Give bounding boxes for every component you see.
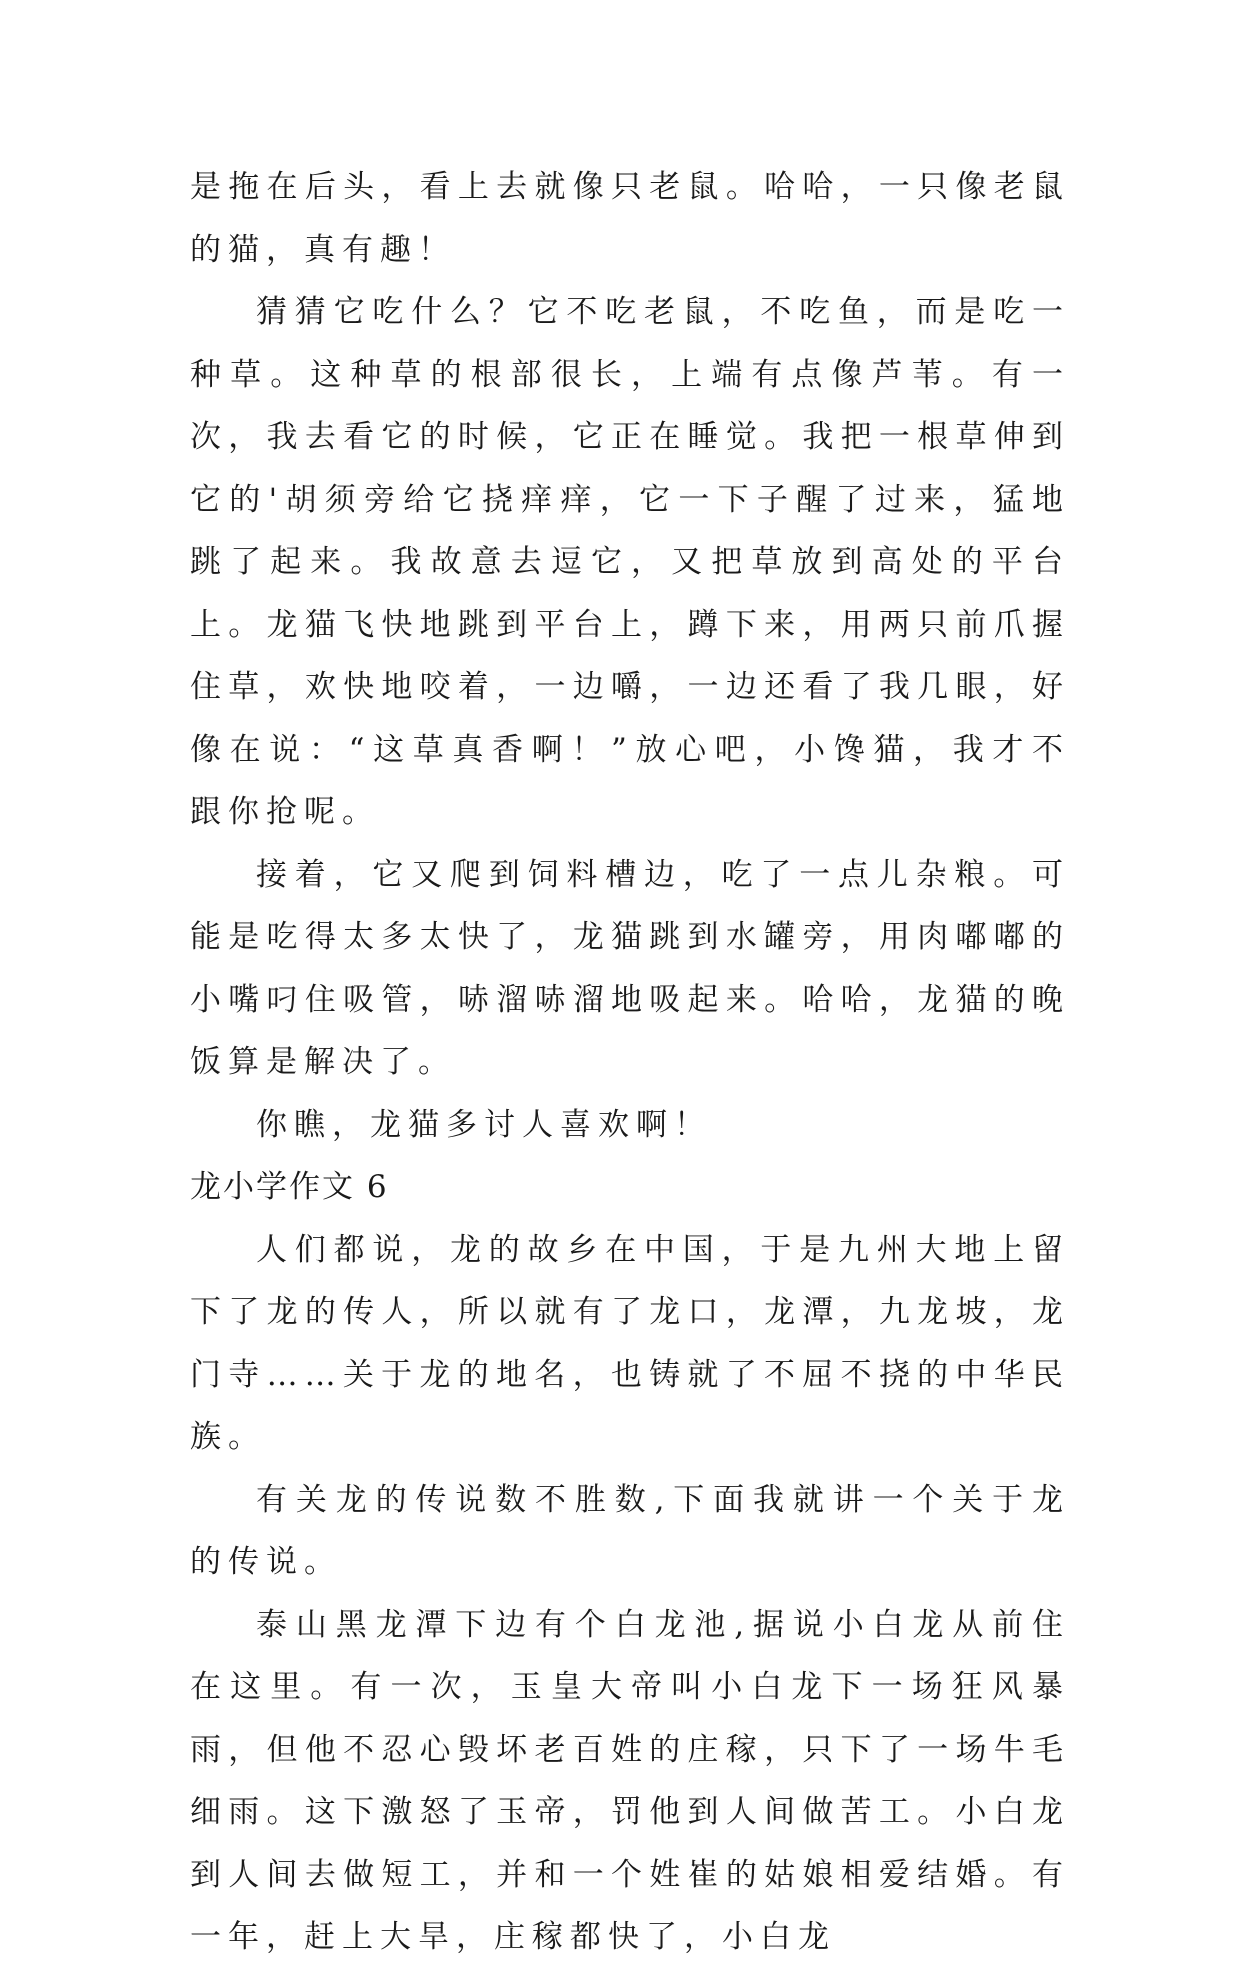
paragraph-3: 接着，它又爬到饲料槽边，吃了一点儿杂粮。可能是吃得太多太快了，龙猫跳到水罐旁，用肉嘟嘟的小嘴叼住吸管，哧溜哧溜地吸起来。哈哈，龙猫的晚饭算是解决了。 xyxy=(190,856,1070,1080)
paragraph-6: 有关龙的传说数不胜数,下面我就讲一个关于龙的传说。 xyxy=(190,1481,1070,1580)
text-column xyxy=(190,156,1070,1969)
paragraph-1: 是拖在后头，看上去就像只老鼠。哈哈，一只像老鼠的猫，真有趣！ xyxy=(190,169,1070,268)
paragraph-5: 人们都说，龙的故乡在中国，于是九州大地上留下了龙的传人，所以就有了龙口，龙潭，九龙坡，龙门寺……关于龙的地名，也铸就了不屈不挠的中华民族。 xyxy=(190,1231,1070,1455)
paragraph-7: 泰山黑龙潭下边有个白龙池,据说小白龙从前住在这里。有一次，玉皇大帝叫小白龙下一场狂风暴雨，但他不忍心毁坏老百姓的庄稼，只下了一场牛毛细雨。这下激怒了玉帝，罚他到人间做苦工。小白龙到人间去做短工，并和一个姓崔的姑娘相爱结婚。有一年，赶上大旱，庄稼都快了，小白龙 xyxy=(190,1606,1070,1955)
paragraph-2: 猜猜它吃什么？它不吃老鼠，不吃鱼，而是吃一种草。这种草的根部很长，上端有点像芦苇。有一次，我去看它的时候，它正在睡觉。我把一根草伸到它的'胡须旁给它挠痒痒，它一下子醒了过来，猛地跳了起来。我故意去逗它，又把草放到高处的平台上。龙猫飞快地跳到平台上，蹲下来，用两只前爪握住草，欢快地咬着，一边嚼，一边还看了我几眼，好像在说：“这草真香啊！”放心吧，小馋猫，我才不跟你抢呢。 xyxy=(190,294,1070,830)
paragraph-4: 你瞧，龙猫多讨人喜欢啊！ xyxy=(256,1106,712,1143)
section-heading: 龙小学作文 6 xyxy=(190,1169,389,1205)
